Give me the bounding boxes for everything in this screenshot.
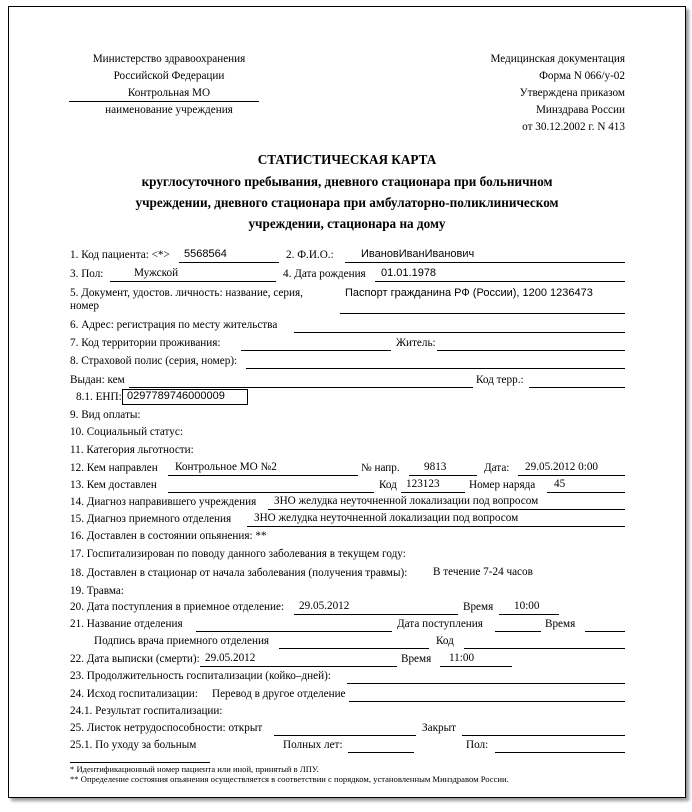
caregiver-age-label: Полных лет:: [283, 739, 343, 751]
referring-diagnosis-value[interactable]: ЗНО желудка неуточненной локализации под вопросом: [274, 495, 539, 507]
doc-type: Медицинская документация: [490, 53, 625, 65]
territory-code-2-label: Код терр.:: [476, 374, 524, 386]
delivery-code-value[interactable]: 123123: [406, 478, 440, 490]
sick-leave-open-line: [274, 735, 416, 736]
discharge-time-label: Время: [401, 653, 432, 665]
patient-code-line: [179, 262, 279, 263]
admission-diagnosis-value[interactable]: ЗНО желудка неуточненной локализации под вопросом: [254, 512, 519, 524]
institution-name: Контрольная МО: [127, 87, 211, 99]
birth-date-label: 4. Дата рождения: [283, 268, 366, 280]
ministry-line-2: Российской Федерации: [113, 70, 225, 82]
birth-date-value[interactable]: 01.01.1978: [381, 267, 437, 279]
time-since-onset-label: 18. Доставлен в стационар от начала заболевания (получения травмы):: [70, 567, 408, 579]
issued-by-line: [129, 387, 473, 388]
doctor-signature-line: [279, 648, 429, 649]
patient-code-value[interactable]: 5568564: [184, 248, 227, 260]
intoxication-label: 16. Доставлен в состоянии опьянения: **: [70, 530, 267, 542]
fio-line: [345, 262, 625, 263]
delivery-code-line: [401, 492, 465, 493]
institution-caption: наименование учреждения: [105, 104, 233, 116]
department-time-label: Время: [545, 618, 576, 630]
territory-code-2-line: [529, 387, 625, 388]
territory-code-label: 7. Код территории проживания:: [70, 337, 221, 349]
order-date: от 30.12.2002 г. N 413: [522, 121, 625, 133]
discharge-date-line: [200, 666, 397, 667]
bed-days-label: 23. Продолжительность госпитализации (койко–дней):: [70, 670, 331, 682]
sick-leave-closed-line: [462, 735, 625, 736]
form-number: Форма N 066/у-02: [539, 70, 625, 82]
outcome-value[interactable]: Перевод в другое отделение: [212, 688, 346, 700]
ministry-order: Минздрава России: [535, 104, 625, 116]
referred-by-value[interactable]: Контрольное МО №2: [175, 461, 277, 473]
referred-by-line: [168, 475, 358, 476]
bed-days-line: [347, 683, 625, 684]
order-number-line: [547, 492, 625, 493]
admission-time-value[interactable]: 10:00: [514, 600, 540, 612]
delivered-by-line: [168, 492, 374, 493]
institution-underline: [69, 101, 259, 102]
patient-code-label: 1. Код пациента: <*>: [70, 249, 170, 261]
referral-date-line: [518, 475, 625, 476]
form-subtitle-3: учреждении, стационара на дому: [248, 216, 446, 231]
sex-line: [110, 281, 276, 282]
approval-line: Утверждена приказом: [519, 87, 625, 99]
resident-line: [437, 350, 625, 351]
form-page: [8, 6, 686, 798]
footnote-1: * Идентификационный номер пациента или иной, принятый в ЛПУ.: [70, 764, 319, 774]
admission-diagnosis-label: 15. Диагноз приемного отделения: [70, 513, 232, 525]
address-label: 6. Адрес: регистрация по месту жительства: [70, 319, 278, 331]
referral-number-label: № напр.: [361, 462, 400, 474]
form-title: СТАТИСТИЧЕСКАЯ КАРТА: [257, 152, 437, 167]
referral-date-label: Дата:: [484, 462, 510, 474]
enp-box[interactable]: [122, 389, 248, 405]
admission-date-label: 20. Дата поступления в приемное отделение:: [70, 601, 285, 613]
sex-label: 3. Пол:: [70, 268, 104, 280]
hospitalized-this-year-label: 17. Госпитализирован по поводу данного заболевания в текущем году:: [70, 548, 406, 560]
id-document-label: 5. Документ, удостов. личность: название, серия,: [70, 287, 303, 299]
doctor-code-label: Код: [436, 635, 454, 647]
referring-diagnosis-label: 14. Диагноз направившего учреждения: [70, 496, 257, 508]
enp-label: 8.1. ЕНП:: [76, 391, 122, 403]
admission-date-value[interactable]: 29.05.2012: [299, 600, 350, 612]
fio-label: 2. Ф.И.О.:: [286, 249, 334, 261]
sick-leave-label: 25. Листок нетрудоспособности: открыт: [70, 722, 263, 734]
department-line: [196, 631, 392, 632]
referred-by-label: 12. Кем направлен: [70, 462, 158, 474]
form-subtitle-2: учреждении, дневного стационара при амбулаторно-поликлиническом: [135, 195, 559, 210]
ministry-line-1: Министерство здравоохранения: [92, 53, 246, 65]
benefit-category-label: 11. Категория льготности:: [70, 444, 194, 456]
fio-value[interactable]: ИвановИванИванович: [361, 248, 475, 260]
referral-number-value[interactable]: 9813: [424, 461, 447, 473]
discharge-time-value[interactable]: 11:00: [449, 652, 475, 664]
result-label: 24.1. Результат госпитализации:: [70, 705, 223, 717]
department-date-line: [495, 631, 541, 632]
social-status-label: 10. Социальный статус:: [70, 426, 183, 438]
admission-time-label: Время: [463, 601, 494, 613]
insurance-label: 8. Страховой полис (серия, номер):: [70, 355, 238, 367]
discharge-time-line: [440, 666, 512, 667]
department-label: 21. Название отделения: [70, 618, 183, 630]
order-number-value[interactable]: 45: [554, 478, 566, 490]
resident-label: Житель:: [396, 337, 436, 349]
caregiver-label: 25.1. По уходу за больным: [70, 739, 197, 751]
insurance-line: [246, 368, 625, 369]
admission-diagnosis-line: [247, 526, 625, 527]
footnote-2: ** Определение состояния опьянения осуществляется в соответствии с порядком, установленным Минздравом России.: [70, 774, 509, 784]
referring-diagnosis-line: [268, 509, 625, 510]
discharge-date-label: 22. Дата выписки (смерти):: [70, 653, 200, 665]
injury-label: 19. Травма:: [70, 585, 124, 597]
department-time-line: [585, 631, 625, 632]
referral-number-line: [409, 475, 477, 476]
birth-date-line: [375, 281, 625, 282]
caregiver-sex-label: Пол:: [466, 739, 489, 751]
id-document-line: [340, 313, 625, 314]
address-line: [294, 332, 625, 333]
doctor-code-line: [464, 648, 625, 649]
delivery-code-label: Код: [379, 479, 397, 491]
admission-date-line: [294, 614, 458, 615]
id-document-label-2: номер: [70, 300, 100, 312]
time-since-onset-value[interactable]: В течение 7-24 часов: [433, 566, 533, 578]
outcome-line: [349, 701, 625, 702]
order-number-label: Номер наряда: [469, 479, 536, 491]
territory-code-line: [241, 350, 391, 351]
form-subtitle-1: круглосуточного пребывания, дневного стационара при больничном: [141, 174, 553, 189]
delivered-by-label: 13. Кем доставлен: [70, 479, 157, 491]
id-document-value[interactable]: Паспорт гражданина РФ (России), 1200 1236473: [345, 287, 593, 299]
footnote-separator: [70, 762, 210, 763]
admission-time-line: [499, 614, 559, 615]
doctor-signature-label: Подпись врача приемного отделения: [94, 635, 270, 647]
sick-leave-closed-label: Закрыт: [422, 722, 457, 734]
sex-value[interactable]: Мужской: [134, 267, 179, 279]
payment-type-label: 9. Вид оплаты:: [70, 409, 141, 421]
issued-by-label: Выдан: кем: [70, 374, 125, 386]
caregiver-age-line: [348, 752, 414, 753]
enp-value: 0297789746000009: [127, 390, 225, 402]
department-date-label: Дата поступления: [397, 618, 483, 630]
discharge-date-value[interactable]: 29.05.2012: [205, 652, 256, 664]
outcome-label: 24. Исход госпитализации:: [70, 688, 198, 700]
referral-date-value[interactable]: 29.05.2012 0:00: [525, 461, 599, 473]
caregiver-sex-line: [495, 752, 625, 753]
